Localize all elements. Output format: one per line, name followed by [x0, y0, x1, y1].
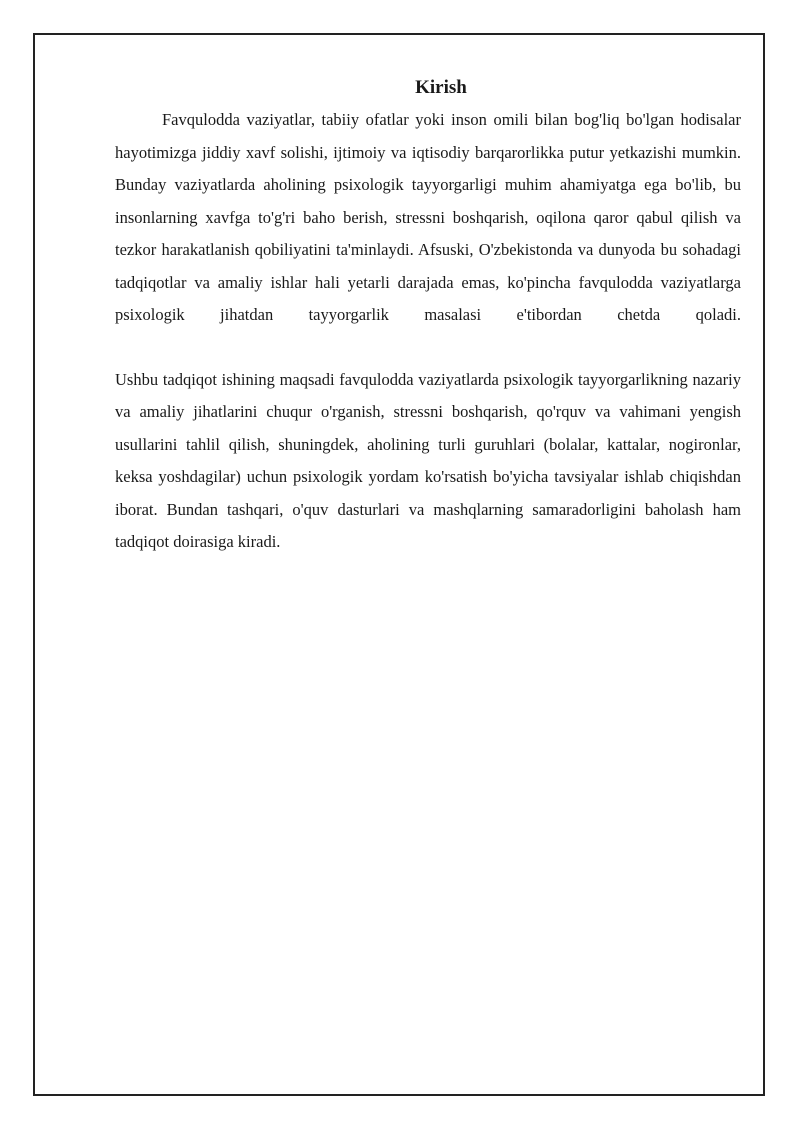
page-title: Kirish	[415, 77, 467, 98]
paragraph-research-goal: Ushbu tadqiqot ishining maqsadi favqulodda vaziyatlarda psixologik tayyorgarlikning nazariy va amaliy jihatlarini chuqur o'rganish, stressni boshqarish, qo'rquv va vahimani yengish usullarini tahlil qilish, shuningdek, aholining turli guruhlari (bolalar, kattalar, nogironlar, keksa yoshdagilar) uchun psixologik yordam ko'rsatish bo'yicha tavsiyalar ishlab chiqishdan iborat. Bundan tashqari, o'quv dasturlari va mashqlarning samaradorligini baholash ham tadqiqot doirasiga kiradi.	[115, 369, 741, 551]
document-body	[115, 76, 741, 559]
paragraph-introduction: Favqulodda vaziyatlar, tabiiy ofatlar yoki inson omili bilan bog'liq bo'lgan hodisalar hayotimizga jiddiy xavf solishi, ijtimoiy va iqtisodiy barqarorlikka putur yetkazishi mumkin. Bunday vaziyatlarda aholining psixologik tayyorgarligi muhim ahamiyatga ega bo'lib, bu insonlarning xavfga to'g'ri baho berish, stressni boshqarish, oqilona qaror qabul qilish va tezkor harakatlanish qobiliyatini ta'minlaydi. Afsuski, O'zbekistonda va dunyoda bu sohadagi tadqiqotlar va amaliy ishlar hali yetarli darajada emas, ko'pincha favqulodda vaziyatlarga psixologik jihatdan tayyorgarlik masalasi e'tibordan chetda qoladi.	[115, 110, 741, 324]
